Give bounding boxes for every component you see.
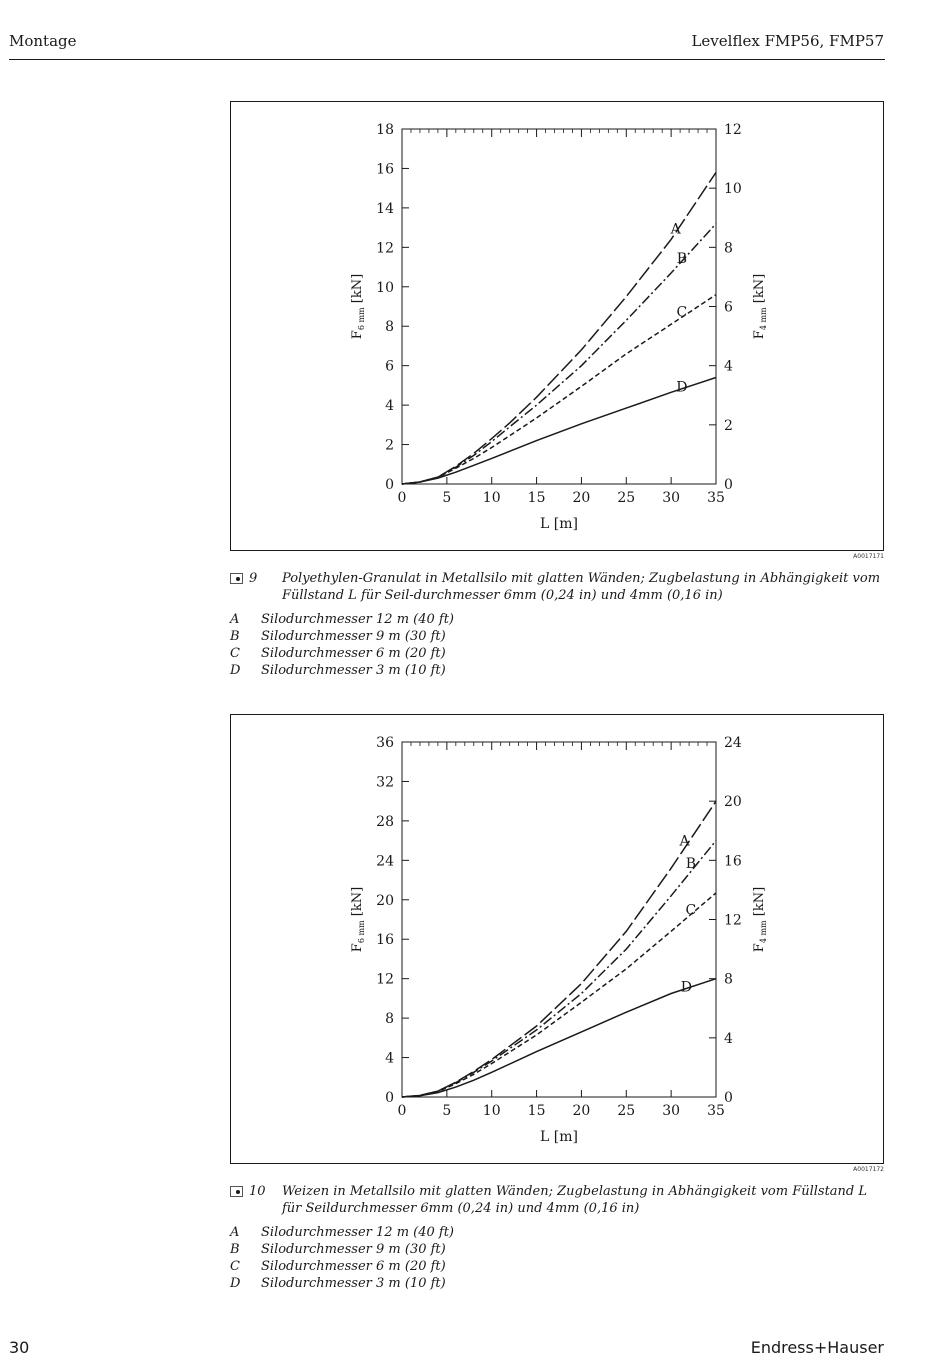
figure-icon — [230, 1186, 243, 1197]
series-label-a: A — [679, 833, 690, 850]
legend-text: Silodurchmesser 6 m (20 ft) — [261, 646, 446, 661]
legend-key: D — [230, 1276, 241, 1291]
legend-text: Silodurchmesser 6 m (20 ft) — [261, 1259, 446, 1274]
y-tick-label-right: 12 — [724, 912, 742, 929]
x-tick-label: 5 — [442, 1103, 452, 1119]
y-tick-label-left: 8 — [385, 1011, 394, 1028]
x-tick-label: 35 — [707, 490, 725, 506]
y-tick-label-left: 14 — [376, 200, 394, 217]
series-label-c: C — [676, 304, 688, 321]
series-line-a — [402, 801, 716, 1097]
series-label-d: D — [676, 379, 688, 396]
y-tick-label-left: 10 — [376, 279, 394, 296]
series-label-d: D — [680, 979, 693, 996]
figure-caption-text: Polyethylen-Granulat in Metallsilo mit glatten Wänden; Zugbelastung in Abhängigkeit vom Füllstand L für Seil-durchmesser 6mm (0,24 in) und 4mm (0,16 in) — [282, 571, 881, 603]
y-tick-label-left: 28 — [376, 813, 394, 830]
legend-text: Silodurchmesser 3 m (10 ft) — [261, 1276, 446, 1291]
y-tick-label-right: 10 — [724, 181, 742, 198]
legend-item — [230, 645, 630, 662]
y-axis-label-left: $F_{6 mm}$ [kN] — [350, 886, 366, 953]
y-tick-label-right: 8 — [724, 240, 733, 257]
legend-key: B — [230, 1242, 240, 1257]
page-number: 30 — [9, 1338, 30, 1357]
legend-key: B — [230, 629, 240, 644]
series-line-c — [402, 295, 716, 484]
y-tick-label-left: 6 — [385, 358, 394, 375]
y-tick-label-right: 12 — [724, 122, 742, 138]
figure-9-legend — [230, 611, 630, 679]
x-tick-label: 25 — [617, 1103, 636, 1119]
legend-text: Silodurchmesser 3 m (10 ft) — [261, 663, 446, 678]
y-tick-label-left: 12 — [376, 240, 394, 257]
y-tick-label-left: 0 — [385, 1090, 394, 1106]
y-tick-label-left: 16 — [376, 161, 394, 178]
x-tick-label: 20 — [572, 490, 591, 506]
y-tick-label-left: 0 — [385, 477, 394, 493]
series-label-b: B — [685, 856, 697, 873]
plot-area — [402, 129, 716, 484]
y-tick-label-right: 6 — [724, 299, 733, 316]
figure-9-id-code: A0017171 — [853, 553, 884, 560]
figure-number: 9 — [249, 571, 258, 586]
y-tick-label-left: 8 — [385, 319, 394, 336]
legend-item — [230, 628, 630, 645]
figure-9-frame — [230, 101, 884, 551]
figure-10-legend — [230, 1224, 630, 1292]
x-axis-label: L [m] — [540, 1129, 578, 1145]
x-axis-label: L [m] — [540, 516, 578, 532]
x-tick-label: 0 — [397, 1103, 407, 1119]
x-tick-label: 15 — [527, 1103, 546, 1119]
y-tick-label-left: 20 — [376, 892, 394, 909]
x-tick-label: 30 — [662, 490, 681, 506]
y-tick-label-right: 4 — [724, 1030, 733, 1047]
y-tick-label-left: 18 — [376, 122, 394, 138]
x-tick-label: 10 — [482, 490, 501, 506]
figure-10-frame — [230, 714, 884, 1164]
series-line-d — [402, 979, 716, 1097]
y-tick-label-right: 4 — [724, 358, 733, 375]
legend-key: A — [230, 612, 240, 627]
series-label-a: A — [670, 221, 681, 238]
series-label-c: C — [685, 902, 697, 919]
series-line-d — [402, 378, 716, 485]
y-tick-label-left: 4 — [385, 398, 394, 415]
x-tick-label: 5 — [442, 490, 452, 506]
y-axis-label-right: $F_{4 mm}$ [kN] — [752, 273, 768, 340]
y-axis-label-left: $F_{6 mm}$ [kN] — [350, 273, 366, 340]
legend-key: C — [230, 646, 240, 661]
figure-icon — [230, 573, 243, 584]
figure-caption-text: Weizen in Metallsilo mit glatten Wänden; Zugbelastung in Abhängigkeit vom Füllstand L für Seildurchmesser 6mm (0,24 in) und 4mm (0,16 in) — [282, 1184, 868, 1216]
legend-text: Silodurchmesser 9 m (30 ft) — [261, 629, 446, 644]
legend-text: Silodurchmesser 12 m (40 ft) — [261, 1225, 455, 1240]
legend-key: A — [230, 1225, 240, 1240]
figure-number: 10 — [249, 1184, 266, 1199]
y-axis-label-right: $F_{4 mm}$ [kN] — [752, 886, 768, 953]
legend-item — [230, 1224, 630, 1241]
y-tick-label-left: 4 — [385, 1050, 394, 1067]
y-tick-label-left: 32 — [376, 774, 394, 791]
plot-area — [402, 742, 716, 1097]
x-tick-label: 0 — [397, 490, 407, 506]
y-tick-label-left: 24 — [376, 853, 394, 870]
x-tick-label: 25 — [617, 490, 636, 506]
legend-key: C — [230, 1259, 240, 1274]
y-tick-label-left: 36 — [376, 735, 394, 751]
figure-10-id-code: A0017172 — [853, 1166, 884, 1173]
legend-text: Silodurchmesser 9 m (30 ft) — [261, 1242, 446, 1257]
x-tick-label: 10 — [482, 1103, 501, 1119]
x-tick-label: 30 — [662, 1103, 681, 1119]
x-tick-label: 35 — [707, 1103, 725, 1119]
company-name: Endress+Hauser — [750, 1338, 884, 1357]
figure-10-chart — [231, 715, 885, 1165]
y-tick-label-right: 24 — [724, 735, 742, 751]
y-tick-label-right: 2 — [724, 417, 733, 434]
series-label-b: B — [676, 251, 688, 268]
legend-item — [230, 662, 630, 679]
x-tick-label: 20 — [572, 1103, 591, 1119]
header-section-title: Montage — [9, 32, 77, 50]
x-tick-label: 15 — [527, 490, 546, 506]
series-line-b — [402, 841, 716, 1097]
y-tick-label-right: 8 — [724, 971, 733, 988]
y-tick-label-left: 16 — [376, 932, 394, 949]
legend-item — [230, 1258, 630, 1275]
legend-text: Silodurchmesser 12 m (40 ft) — [261, 612, 455, 627]
header-product-name: Levelflex FMP56, FMP57 — [691, 32, 884, 50]
legend-key: D — [230, 663, 241, 678]
figure-9-chart — [231, 102, 885, 552]
legend-item — [230, 1275, 630, 1292]
y-tick-label-right: 0 — [724, 477, 733, 493]
header-rule — [9, 59, 885, 60]
y-tick-label-right: 0 — [724, 1090, 733, 1106]
y-tick-label-right: 16 — [724, 853, 742, 870]
legend-item — [230, 611, 630, 628]
series-line-b — [402, 221, 716, 484]
series-line-a — [402, 172, 716, 484]
y-tick-label-left: 12 — [376, 971, 394, 988]
legend-item — [230, 1241, 630, 1258]
y-tick-label-left: 2 — [385, 437, 394, 454]
y-tick-label-right: 20 — [724, 794, 742, 811]
